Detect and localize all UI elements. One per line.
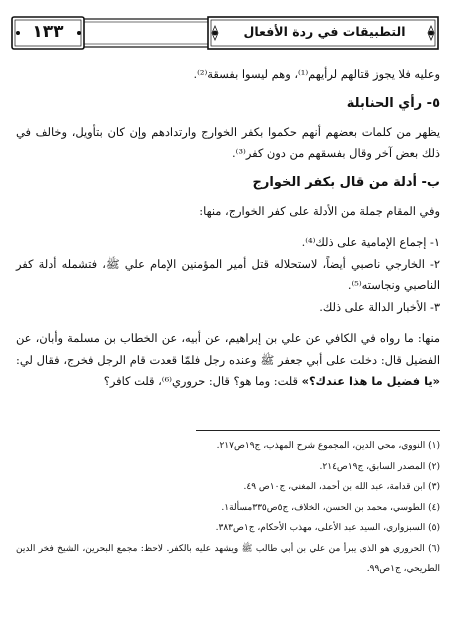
text-run: قلت: وما هو؟ قال: حروري⁽⁶⁾، قلت كافر؟ xyxy=(103,374,302,388)
list-item: ٣- الأخبار الدالة على ذلك. xyxy=(319,299,440,314)
main-text xyxy=(16,64,440,393)
footnote: (٤) الطوسي، محمد بن الحسن، الخلاف، ج٥ص٣٣٥مسألة١. xyxy=(221,502,440,513)
footnote: (٦) الحروري هو الذي يبرأ من علي بن أبي طالب ﷺ ويشهد عليه بالكفر. لاحظ: مجمع البحرين، الشيخ فخر الدين الطريحي، ج١ص٩٩. xyxy=(16,543,440,574)
section-heading: ٥- رأي الحنابلة xyxy=(346,95,440,111)
footnote: (٣) ابن قدامة، عبد الله بن أحمد، المغني، ج١٠ص ٤٩. xyxy=(243,482,440,492)
footnote: (١) النووي، محي الدين، المجموع شرح المهذب، ج١٩ص٢١٧. xyxy=(216,441,440,451)
list-item: ١- إجماع الإمامية على ذلك⁽⁴⁾. xyxy=(301,235,440,249)
paragraph: وفي المقام جملة من الأدلة على كفر الخوارج، منها: xyxy=(199,203,440,218)
footnote: (٢) المصدر السابق، ج١٩ص٢١٤. xyxy=(319,461,440,472)
section-heading: ب- أدلة من قال بكفر الخوارج xyxy=(252,174,440,190)
footnotes xyxy=(16,436,440,580)
running-title: التطبيقات في ردة الأفعال xyxy=(243,24,406,39)
paragraph: وعليه فلا يجوز قتالهم لرأيهم⁽¹⁾، وهم ليسوا بفسقة⁽²⁾. xyxy=(193,67,440,81)
text-run: منها: ما رواه في الكافي عن علي بن إبراهيم، عن أبيه، عن الخطاب بن مسلمة وأبان، عن الفضيل قال: دخلت على أبي جعفر ﷺ وعنده رجل فلمّا قعدت قام الرجل فخرج، فقال لي: xyxy=(16,331,440,367)
footnote-divider xyxy=(196,430,440,431)
paragraph xyxy=(16,328,440,393)
quoted-question: «يا فضيل ما هذا عندك؟» xyxy=(301,374,440,388)
page-header xyxy=(10,16,440,50)
page-number: ١٣٣ xyxy=(32,22,64,42)
footnote: (٥) السبزواري، السيد عبد الأعلى، مهذب الأحكام، ج١ص٣٨٣. xyxy=(215,523,440,533)
list-item: ٢- الخارجي ناصبي أيضاً، لاستحلاله قتل أمير المؤمنين الإمام علي ﷺ، فتشمله أدلة كفر الناصبي ونجاسته⁽⁵⁾. xyxy=(16,256,440,292)
paragraph: يظهر من كلمات بعضهم أنهم حكموا بكفر الخوارج وارتدادهم وإن كان بتأويل، وخالف في ذلك بعض آخر وقال بفسقهم من دون كفر⁽³⁾. xyxy=(16,124,440,160)
